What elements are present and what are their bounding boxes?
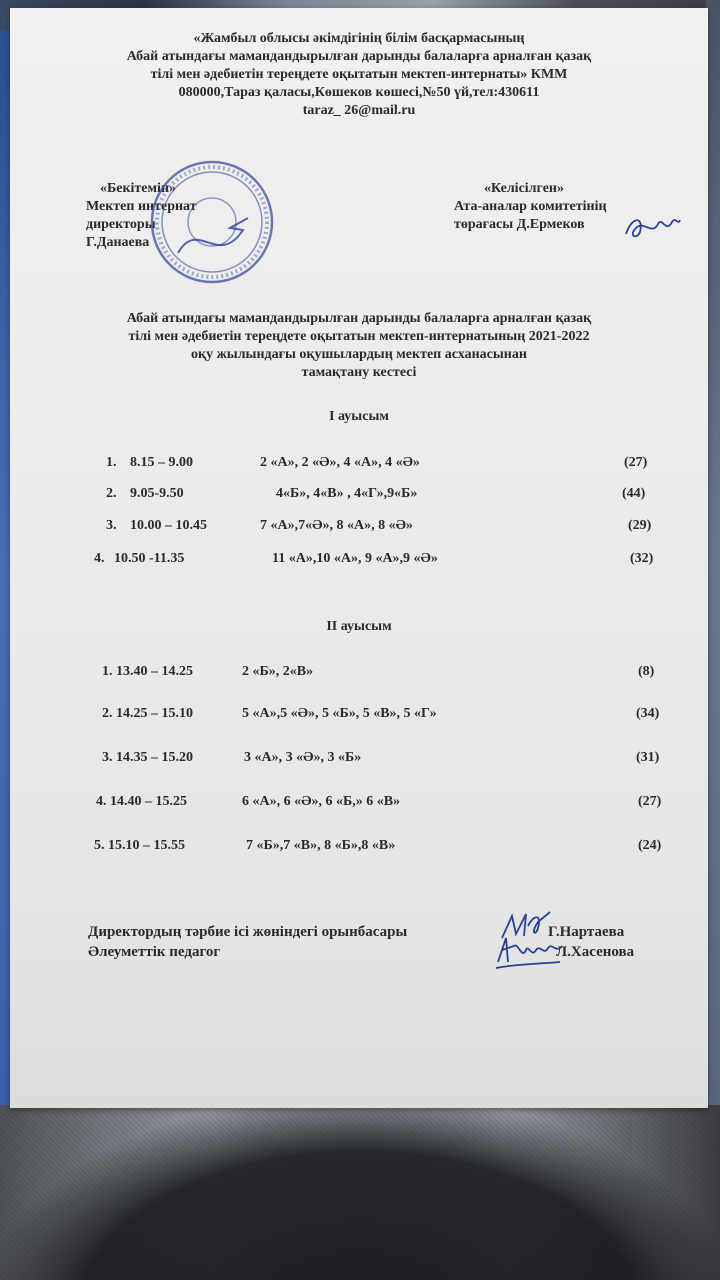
approval-left-line-2: директоры xyxy=(86,217,156,232)
signature-khasenova xyxy=(492,932,566,972)
row-number: 1. xyxy=(106,455,117,470)
footer-deputy-name: Г.Нартаева xyxy=(548,924,625,940)
row-time: 8.15 – 9.00 xyxy=(130,455,193,470)
approval-left-line-3: Г.Данаева xyxy=(86,235,150,250)
shift-1-heading: І ауысым xyxy=(329,409,389,424)
row-time: 10.50 -11.35 xyxy=(114,551,185,566)
row-count: (44) xyxy=(622,486,646,501)
approval-right-title: «Келісілген» xyxy=(484,181,564,196)
row-time: 3. 14.35 – 15.20 xyxy=(102,750,193,765)
row-time: 10.00 – 10.45 xyxy=(130,518,207,533)
folder-edge-left xyxy=(0,30,10,1120)
fabric-shadow xyxy=(0,1105,720,1280)
title-line-4: тамақтану кестесі xyxy=(301,365,417,380)
row-number: 3. xyxy=(106,518,117,533)
header-line-4: 080000,Тараз қаласы,Көшеков көшесі,№50 үй,тел:430611 xyxy=(178,85,540,100)
folder-edge-right xyxy=(706,0,720,1130)
approval-left-title: «Бекітемін» xyxy=(100,181,177,196)
row-classes: 5 «А»,5 «Ә», 5 «Б», 5 «В», 5 «Г» xyxy=(242,706,437,721)
approval-right-line-2: төрағасы Д.Ермеков xyxy=(454,217,585,232)
approval-left-line-1: Мектеп интернат xyxy=(86,199,197,214)
row-time: 9.05-9.50 xyxy=(130,486,184,501)
row-count: (29) xyxy=(628,518,652,533)
footer-pedagogue-name: Л.Хасенова xyxy=(556,944,635,960)
header-email: taraz_ 26@mail.ru xyxy=(302,103,416,118)
row-classes: 4«Б», 4«В» , 4«Г»,9«Б» xyxy=(276,486,418,501)
row-count: (27) xyxy=(624,455,648,470)
row-number: 2. xyxy=(106,486,117,501)
row-classes: 11 «А»,10 «А», 9 «А»,9 «Ә» xyxy=(272,551,438,566)
row-classes: 7 «А»,7«Ә», 8 «А», 8 «Ә» xyxy=(260,518,413,533)
document-sheet xyxy=(10,8,708,1108)
title-line-3: оқу жылындағы оқушылардың мектеп асханасынан xyxy=(191,347,527,362)
row-time: 5. 15.10 – 15.55 xyxy=(94,838,185,853)
row-number: 4. xyxy=(94,551,105,566)
row-count: (32) xyxy=(630,551,654,566)
title-line-1: Абай атындағы мамандандырылған дарынды балаларға арналған қазақ xyxy=(126,311,592,326)
row-classes: 2 «Б», 2«В» xyxy=(242,664,314,679)
header-line-1: «Жамбыл облысы әкімдігінің білім басқармасының xyxy=(193,31,525,46)
row-count: (31) xyxy=(636,750,660,765)
row-classes: 2 «А», 2 «Ә», 4 «А», 4 «Ә» xyxy=(260,455,420,470)
row-time: 1. 13.40 – 14.25 xyxy=(102,664,193,679)
footer-pedagogue-title: Әлеуметтік педагог xyxy=(88,944,221,960)
row-count: (27) xyxy=(638,794,662,809)
shift-2-heading: ІІ ауысым xyxy=(326,619,392,634)
header-line-2: Абай атындағы мамандандырылған дарынды балаларға арналған қазақ xyxy=(126,49,592,64)
approval-right-line-1: Ата-аналар комитетінің xyxy=(454,199,607,214)
row-count: (24) xyxy=(638,838,662,853)
official-stamp xyxy=(148,158,276,286)
title-line-2: тілі мен әдебиетін тереңдете оқытатын мектеп-интернатының 2021-2022 xyxy=(128,329,590,344)
header-line-3: тілі мен әдебиетін тереңдете оқытатын мектеп-интернаты» КММ xyxy=(150,67,568,82)
row-count: (8) xyxy=(638,664,655,679)
footer-deputy-title: Директордың тәрбие ісі жөніндегі орынбасары xyxy=(88,924,408,940)
row-time: 4. 14.40 – 15.25 xyxy=(96,794,187,809)
row-time: 2. 14.25 – 15.10 xyxy=(102,706,193,721)
row-count: (34) xyxy=(636,706,660,721)
signature-ermekov xyxy=(622,206,682,246)
row-classes: 7 «Б»,7 «В», 8 «Б»,8 «В» xyxy=(246,838,396,853)
row-classes: 6 «А», 6 «Ә», 6 «Б,» 6 «В» xyxy=(242,794,401,809)
row-classes: 3 «А», 3 «Ә», 3 «Б» xyxy=(244,750,362,765)
